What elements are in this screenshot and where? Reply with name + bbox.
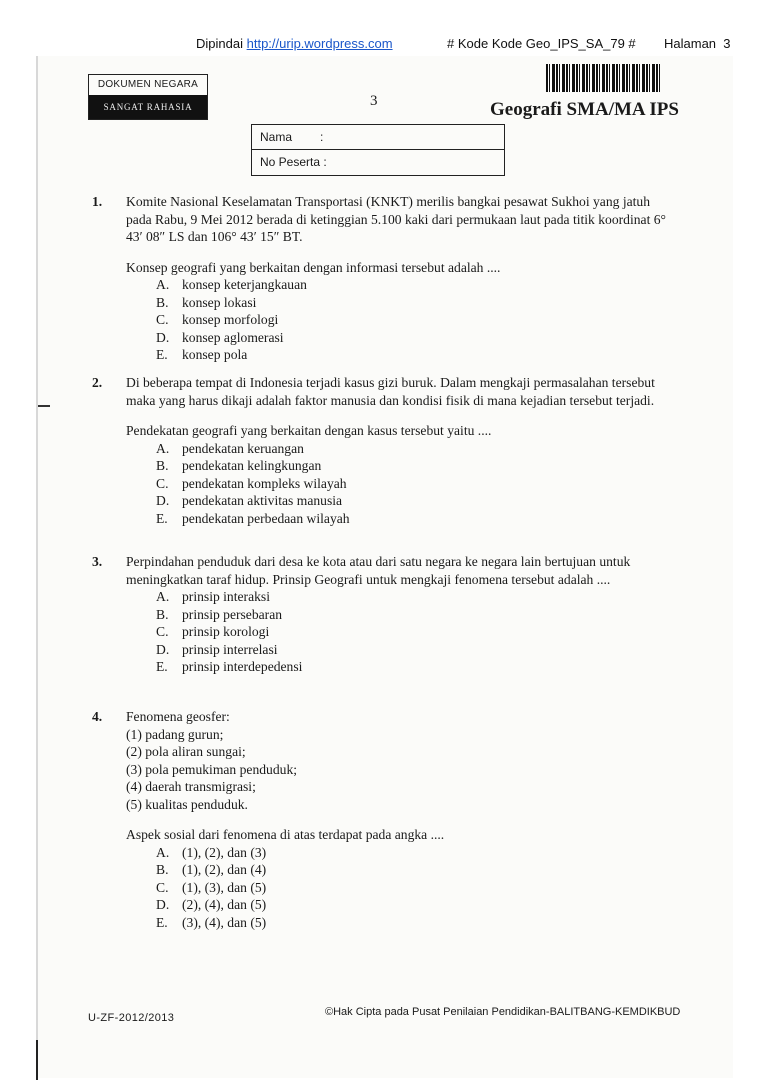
option-letter: E. bbox=[156, 659, 168, 674]
participant-colon: : bbox=[323, 155, 327, 169]
option-text: prinsip persebaran bbox=[182, 606, 283, 622]
option-text: (2), (4), dan (5) bbox=[182, 897, 267, 912]
question-prompt: Aspek sosial dari fenomena di atas terdapat pada angka .... bbox=[126, 827, 445, 842]
option-a bbox=[156, 844, 672, 862]
option-text: prinsip interrelasi bbox=[182, 641, 278, 657]
option-text: (1), (3), dan (5) bbox=[182, 879, 267, 895]
option-text: (3), (4), dan (5) bbox=[182, 914, 267, 930]
option-c bbox=[156, 311, 672, 329]
option-letter: B. bbox=[156, 294, 169, 310]
option-letter: E. bbox=[156, 347, 168, 362]
question-stem: Di beberapa tempat di Indonesia terjadi kasus gizi buruk. Dalam mengkaji permasalahan tersebut maka yang harus dikaji adalah faktor manusia dan kondisi fisik di mana kejadian tersebut terjadi. bbox=[126, 375, 655, 408]
option-text: prinsip interaksi bbox=[182, 589, 270, 604]
scanned-by-label: Dipindai bbox=[196, 36, 243, 51]
option-letter: A. bbox=[156, 589, 170, 604]
option-list bbox=[156, 844, 672, 932]
question-prompt: Konsep geografi yang berkaitan dengan informasi tersebut adalah .... bbox=[126, 259, 501, 275]
barcode bbox=[546, 64, 660, 92]
option-text: konsep aglomerasi bbox=[182, 329, 284, 345]
option-letter: C. bbox=[156, 879, 169, 895]
name-row bbox=[252, 125, 504, 149]
option-text: konsep morfologi bbox=[182, 312, 279, 327]
footer-copyright: ©Hak Cipta pada Pusat Penilaian Pendidikan-BALITBANG-KEMDIKBUD bbox=[325, 1006, 681, 1018]
option-text: (1), (2), dan (4) bbox=[182, 862, 267, 877]
question-1 bbox=[92, 193, 672, 364]
option-text: prinsip interdepedensi bbox=[182, 659, 303, 674]
option-c bbox=[156, 475, 672, 493]
option-text: konsep pola bbox=[182, 347, 248, 362]
option-a bbox=[156, 588, 672, 606]
phenomenon-item: (4) daerah transmigrasi; bbox=[126, 779, 256, 794]
option-text: pendekatan keruangan bbox=[182, 440, 304, 456]
footer-code: U-ZF-2012/2013 bbox=[88, 1012, 175, 1024]
option-letter: D. bbox=[156, 329, 170, 345]
question-prompt: Pendekatan geografi yang berkaitan dengan kasus tersebut yaitu .... bbox=[126, 423, 492, 438]
option-text: prinsip korologi bbox=[182, 624, 270, 639]
question-number: 1. bbox=[92, 194, 103, 209]
option-list bbox=[156, 588, 672, 676]
question-stem: Komite Nasional Keselamatan Transportasi (KNKT) merilis bangkai pesawat Sukhoi yang jatuh pada Rabu, 9 Mei 2012 berada di ketinggian 5.100 kaki dari permukaan laut pada titik koordinat 6° 43′ 08″ LS dan 106° 43′ 15″ BT. bbox=[126, 194, 666, 244]
option-text: pendekatan aktivitas manusia bbox=[182, 493, 343, 508]
option-d bbox=[156, 896, 672, 914]
phenomena-list bbox=[126, 726, 672, 814]
question-3 bbox=[92, 553, 672, 676]
participant-label: No Peserta bbox=[260, 155, 321, 169]
page-label: Halaman bbox=[664, 36, 717, 51]
student-id-box bbox=[251, 124, 505, 176]
option-letter: E. bbox=[156, 914, 168, 930]
option-b bbox=[156, 457, 672, 475]
option-b bbox=[156, 606, 672, 624]
option-letter: C. bbox=[156, 624, 169, 639]
phenomenon-item: (5) kualitas penduduk. bbox=[126, 796, 248, 812]
option-text: pendekatan perbedaan wilayah bbox=[182, 510, 350, 526]
question-number: 4. bbox=[92, 709, 103, 724]
margin-mark bbox=[38, 405, 50, 407]
document-page-number: 3 bbox=[370, 93, 378, 109]
name-label: Nama bbox=[260, 130, 293, 144]
viewer-header bbox=[0, 36, 768, 56]
option-text: (1), (2), dan (3) bbox=[182, 844, 267, 860]
option-a bbox=[156, 276, 672, 294]
stamp-line-1: DOKUMEN NEGARA bbox=[97, 79, 199, 90]
option-letter: B. bbox=[156, 862, 169, 877]
option-text: konsep lokasi bbox=[182, 294, 257, 310]
option-c bbox=[156, 879, 672, 897]
option-d bbox=[156, 641, 672, 659]
option-b bbox=[156, 294, 672, 312]
option-list bbox=[156, 440, 672, 528]
option-letter: C. bbox=[156, 312, 169, 327]
option-e bbox=[156, 658, 672, 676]
option-letter: E. bbox=[156, 510, 168, 526]
option-e bbox=[156, 914, 672, 932]
subject-title: Geografi SMA/MA IPS bbox=[490, 99, 679, 120]
option-letter: D. bbox=[156, 493, 170, 508]
classification-stamp bbox=[88, 74, 208, 120]
question-stem: Fenomena geosfer: bbox=[126, 709, 230, 724]
option-text: pendekatan kelingkungan bbox=[182, 458, 322, 473]
option-letter: B. bbox=[156, 606, 169, 622]
question-2 bbox=[92, 374, 672, 527]
option-d bbox=[156, 329, 672, 347]
option-letter: A. bbox=[156, 440, 170, 456]
option-letter: A. bbox=[156, 844, 170, 860]
option-d bbox=[156, 492, 672, 510]
scan-edge-mark bbox=[36, 1040, 38, 1080]
source-link[interactable]: http://urip.wordpress.com bbox=[246, 36, 393, 51]
question-4 bbox=[92, 708, 672, 931]
option-b bbox=[156, 861, 672, 879]
page-number: 3 bbox=[723, 36, 731, 51]
participant-row bbox=[252, 149, 504, 174]
phenomenon-item: (2) pola aliran sungai; bbox=[126, 744, 246, 759]
document-code: # Kode Kode Geo_IPS_SA_79 # bbox=[447, 36, 636, 51]
option-a bbox=[156, 440, 672, 458]
question-number: 2. bbox=[92, 375, 103, 390]
page-indicator bbox=[664, 36, 731, 51]
option-letter: A. bbox=[156, 277, 170, 292]
phenomenon-item: (3) pola pemukiman penduduk; bbox=[126, 761, 298, 777]
option-letter: D. bbox=[156, 641, 170, 657]
option-text: pendekatan kompleks wilayah bbox=[182, 475, 347, 491]
option-letter: C. bbox=[156, 475, 169, 491]
question-stem: Perpindahan penduduk dari desa ke kota atau dari satu negara ke negara lain bertujuan untuk meningkatkan taraf hidup. Prinsip Geografi untuk mengkaji fenomena tersebut adalah .... bbox=[126, 554, 631, 587]
phenomenon-item: (1) padang gurun; bbox=[126, 726, 224, 742]
name-colon: : bbox=[320, 130, 324, 144]
option-c bbox=[156, 623, 672, 641]
option-text: konsep keterjangkauan bbox=[182, 277, 307, 292]
scanned-by bbox=[196, 36, 393, 51]
question-number: 3. bbox=[92, 554, 103, 569]
stamp-line-2: SANGAT RAHASIA bbox=[89, 95, 207, 119]
option-letter: B. bbox=[156, 458, 169, 473]
option-letter: D. bbox=[156, 897, 170, 912]
option-list bbox=[156, 276, 672, 364]
option-e bbox=[156, 346, 672, 364]
option-e bbox=[156, 510, 672, 528]
